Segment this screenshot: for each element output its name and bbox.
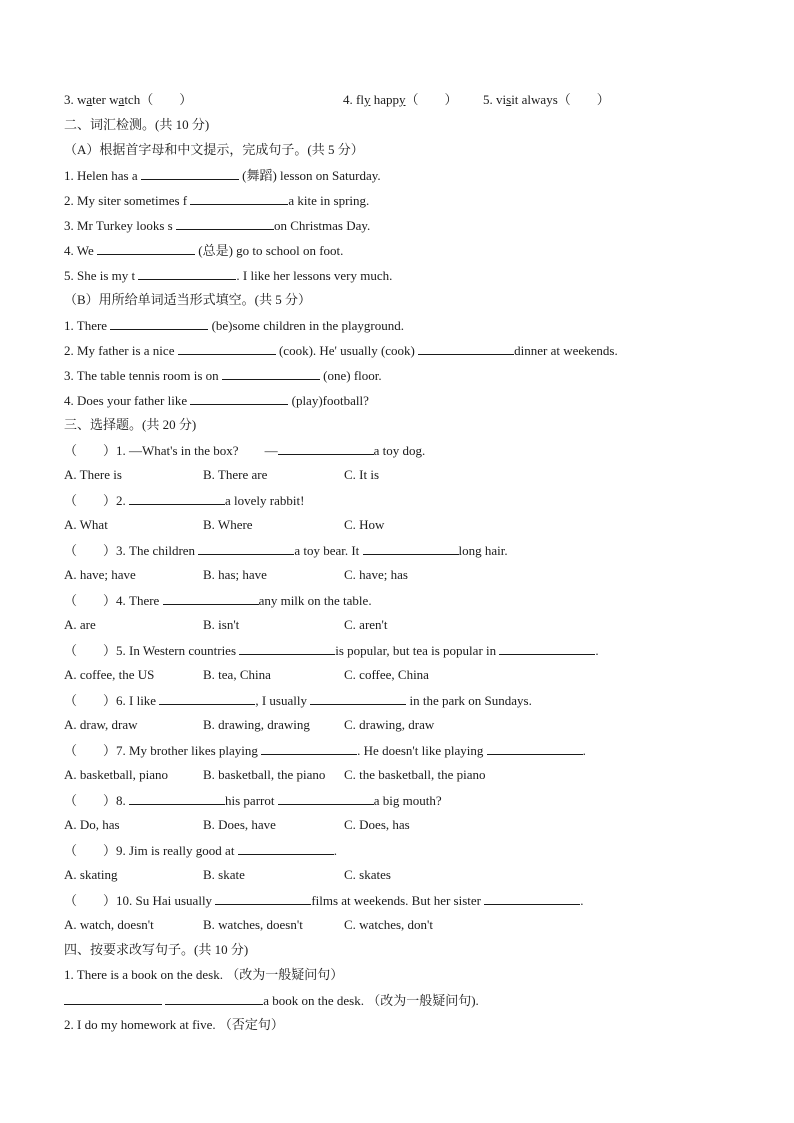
option-a[interactable]: A. What [64,517,108,532]
q-text: 3. Mr Turkey looks s [64,218,176,233]
q3-underlined-letter: a [118,92,125,107]
partA-q3 [64,217,370,234]
option-b[interactable]: B. isn't [203,617,240,632]
option-c[interactable]: C. aren't [344,617,388,632]
q-text: （ ）1. —What's in the box? — [64,443,278,458]
mc-question-4 [64,592,372,609]
option-b[interactable]: B. There are [203,467,268,482]
option-a[interactable]: A. skating [64,867,118,882]
blank[interactable] [176,217,274,230]
option-a[interactable]: A. draw, draw [64,717,138,732]
q-text: （ ）10. Su Hai usually [64,893,216,908]
q-text: 5. She is my t [64,268,139,283]
blank[interactable] [222,367,320,380]
q-text: 4. We [64,243,98,258]
option-b[interactable]: B. Does, have [203,817,276,832]
mc-question-1 [64,442,425,459]
option-c[interactable]: C. have; has [344,567,408,582]
section2-partB-title: （B）用所给单词适当形式填空。(共 5 分） [64,292,312,307]
mc-question-5 [64,642,599,659]
blank[interactable] [499,642,595,655]
q-text: . I like her lessons very much. [236,268,393,283]
q5-text: （ ） [557,92,610,107]
section2-title: 二、词汇检测。(共 10 分) [64,117,210,132]
option-a[interactable]: A. coffee, the US [64,667,155,682]
q-text: (总是) go to school on foot. [195,243,344,258]
q3-underlined-letter: a [86,92,93,107]
blank[interactable] [110,317,208,330]
blank[interactable] [261,742,357,755]
q4-text: （ ） [405,92,458,107]
q-text: 4. Does your father like [64,393,191,408]
q-text: （ ）9. Jim is really good at [64,843,238,858]
q3-text: w [77,92,87,107]
option-a[interactable]: A. Do, has [64,817,120,832]
q3-number: 3. [64,92,77,107]
option-a[interactable]: A. There is [64,467,122,482]
blank[interactable] [129,792,225,805]
blank[interactable] [190,392,288,405]
q4-text: 4. fl [343,92,364,107]
blank[interactable] [310,692,406,705]
blank[interactable] [165,992,263,1005]
question-row-5 [483,92,610,108]
q-text: （ ）5. In Western countries [64,643,240,658]
q-text: a big mouth? [373,793,442,808]
blank[interactable] [198,542,294,555]
option-b[interactable]: B. skate [203,867,245,882]
blank[interactable] [215,892,311,905]
blank[interactable] [190,192,288,205]
q3-text: ter [92,92,110,107]
option-a[interactable]: A. basketball, piano [64,767,168,782]
q-text: （ ）4. There [64,593,163,608]
blank[interactable] [163,592,259,605]
question-row-4 [343,92,458,108]
q-text: (be)some children in the playground. [208,318,404,333]
section3-title: 三、选择题。(共 20 分) [64,417,197,432]
q-text: (cook). He' usually (cook) [275,343,419,358]
partB-q2 [64,342,618,359]
mc-question-9 [64,842,337,859]
partA-q4 [64,242,343,259]
option-a[interactable]: A. are [64,617,96,632]
mc-question-7 [64,742,586,759]
blank[interactable] [97,242,195,255]
option-c[interactable]: C. skates [344,867,391,882]
q-text: long hair. [458,543,508,558]
blank[interactable] [278,442,374,455]
q5-underlined-letter: s [506,92,512,107]
q-text: (play)football? [288,393,369,408]
option-c[interactable]: C. coffee, China [344,667,429,682]
q5-text: it always [511,92,558,107]
q-text: . [595,643,599,658]
option-c[interactable]: C. watches, don't [344,917,433,932]
option-c[interactable]: C. drawing, draw [344,717,435,732]
q-text: dinner at weekends. [514,343,618,358]
option-c[interactable]: C. How [344,517,385,532]
option-a[interactable]: A. have; have [64,567,136,582]
section4-q1: 1. There is a book on the desk. （改为一般疑问句） [64,967,344,982]
q4-text: happ [370,92,399,107]
blank[interactable] [487,742,583,755]
blank[interactable] [138,267,236,280]
option-c[interactable]: C. Does, has [344,817,410,832]
q-text: , I usually [255,693,311,708]
q-text: （ ）8. [64,793,130,808]
q-text: (舞蹈) lesson on Saturday. [238,168,381,183]
q-text: any milk on the table. [258,593,372,608]
q-text: 2. My father is a nice [64,343,178,358]
option-c[interactable]: C. the basketball, the piano [344,767,486,782]
blank[interactable] [484,892,580,905]
q3-text: w [109,92,119,107]
q-text: in the park on Sundays. [406,693,532,708]
q-text: . He doesn't like playing [357,743,487,758]
mc-question-8 [64,792,442,809]
option-b[interactable]: B. tea, China [203,667,271,682]
q-text: . [333,843,337,858]
q-text: . [580,893,584,908]
mc-question-6 [64,692,532,709]
blank[interactable] [159,692,255,705]
option-b[interactable]: B. Where [203,517,253,532]
q-text: 1. Helen has a [64,168,141,183]
blank[interactable] [239,642,335,655]
question-row-3-4-5 [64,92,192,108]
partB-q1 [64,317,404,334]
partB-q4 [64,392,369,409]
section2-partA-title: （A）根据首字母和中文提示，完成句子。(共 5 分） [64,142,364,157]
q-text: (one) floor. [319,368,382,383]
section4-title: 四、按要求改写句子。(共 10 分) [64,942,249,957]
option-b[interactable]: B. basketball, the piano [203,767,326,782]
blank[interactable] [278,792,374,805]
q-text: （ ）6. I like [64,693,160,708]
q-text: his parrot [225,793,278,808]
blank[interactable] [418,342,514,355]
q-text: 1. There [64,318,111,333]
option-b[interactable]: B. drawing, drawing [203,717,310,732]
blank[interactable] [178,342,276,355]
q4-underlined-letter: y [398,92,406,107]
blank[interactable] [238,842,334,855]
q-text: 2. My siter sometimes f [64,193,191,208]
q-text: a toy bear. It [294,543,363,558]
q3-text: tch（ ） [124,92,193,107]
blank[interactable] [129,492,225,505]
q-text: （ ）3. The children [64,543,199,558]
blank[interactable] [363,542,459,555]
partA-q5 [64,267,392,284]
option-c[interactable]: C. It is [344,467,380,482]
option-b[interactable]: B. has; have [203,567,267,582]
mc-question-3 [64,542,508,559]
q-text: on Christmas Day. [273,218,371,233]
q-text: a kite in spring. [288,193,370,208]
partA-q2 [64,192,369,209]
section4-q2: 2. I do my homework at five. （否定句） [64,1017,284,1032]
q-text: a lovely rabbit! [225,493,305,508]
partA-q1 [64,167,381,184]
option-a[interactable]: A. watch, doesn't [64,917,154,932]
q-text: 3. The table tennis room is on [64,368,222,383]
q-text: a toy dog. [373,443,426,458]
q-text: （ ）2. [64,493,130,508]
section4-q1-answer [64,992,479,1009]
option-b[interactable]: B. watches, doesn't [203,917,303,932]
q-text: a book on the desk. （改为一般疑问句). [263,993,479,1008]
partB-q3 [64,367,382,384]
mc-question-2 [64,492,304,509]
q4-underlined-letter: y [363,92,371,107]
q-text: is popular, but tea is popular in [335,643,500,658]
q-text: . [582,743,586,758]
q-text: （ ）7. My brother likes playing [64,743,262,758]
mc-question-10 [64,892,584,909]
blank[interactable] [141,167,239,180]
q5-text: 5. vi [483,92,507,107]
q-text: films at weekends. But her sister [311,893,485,908]
blank[interactable] [64,992,162,1005]
